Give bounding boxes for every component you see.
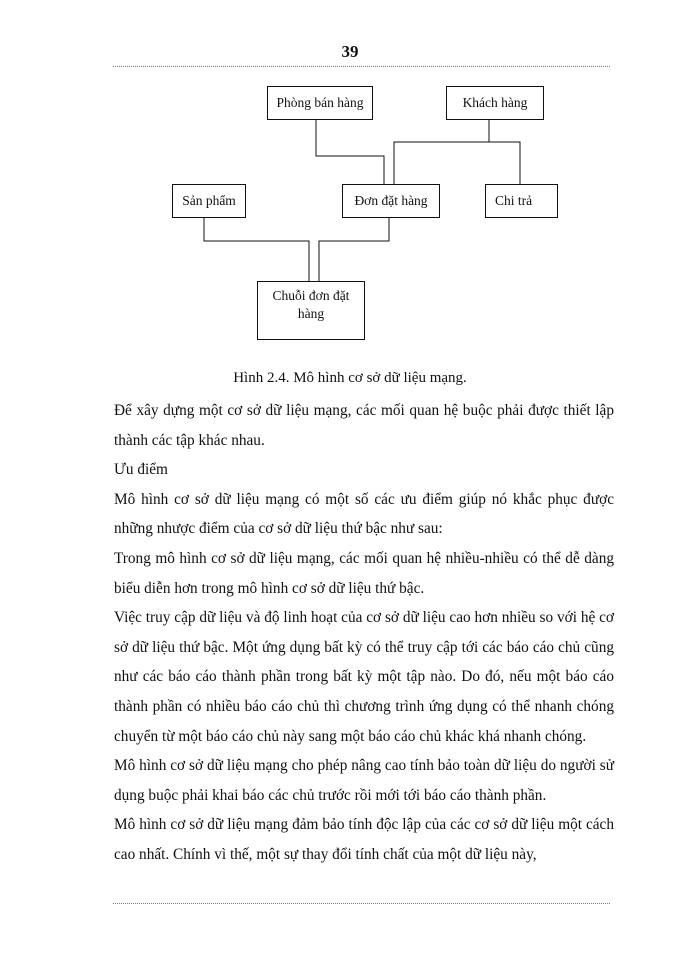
- paragraph: Mô hình cơ sở dữ liệu mạng đảm bảo tính độc lập của các cơ sở dữ liệu một cách cao nhất. Chính vì thế, một sự thay đổi tính chất của một dữ liệu này,: [114, 816, 614, 863]
- connector-don-dat-hang: [319, 217, 389, 283]
- paragraph: Việc truy cập dữ liệu và độ linh hoạt của cơ sở dữ liệu cao hơn nhiều so với hệ cơ sở dữ liệu thứ bậc. Một ứng dụng bất kỳ có thể truy cập tới các báo cáo chủ cũng như các báo cáo thành phần trong bất kỳ một tập nào. Do đó, nếu một báo cáo thành phần có nhiều báo cáo chủ thì chương trình ứng dụng có thể nhanh chóng chuyển từ một báo cáo chủ này sang một báo cáo chủ khác khá nhanh chóng.: [114, 609, 614, 745]
- connector-phong-ban-hang: [316, 119, 384, 186]
- paragraph: Trong mô hình cơ sở dữ liệu mạng, các mối quan hệ nhiều-nhiều có thể dễ dàng biểu diễn hơn trong mô hình cơ sở dữ liệu thứ bậc.: [114, 549, 614, 597]
- section-heading: Ưu điểm: [114, 461, 168, 479]
- paragraph: Mô hình cơ sở dữ liệu mạng có một số các ưu điểm giúp nó khắc phục được những nhược điểm của cơ sở dữ liệu thứ bậc như sau:: [114, 490, 614, 538]
- paragraph: Để xây dựng một cơ sở dữ liệu mạng, các mối quan hệ buộc phải được thiết lập thành các tập khác nhau.: [114, 402, 614, 449]
- node-label: Đơn đặt hàng: [354, 192, 428, 208]
- connector-khach-hang-don: [394, 119, 489, 186]
- figure-caption: Hình 2.4. Mô hình cơ sở dữ liệu mạng.: [233, 370, 467, 386]
- node-label: Chi trả: [495, 192, 533, 208]
- connector-khach-hang-chi-tra: [489, 142, 520, 186]
- node-label: Phòng bán hàng: [276, 94, 364, 110]
- network-diagram: [0, 0, 700, 360]
- node-khach-hang: [446, 86, 544, 120]
- node-label: Khách hàng: [462, 94, 528, 110]
- node-don-dat-hang: [342, 184, 440, 218]
- node-chuoi-don-dat-hang: [257, 281, 365, 340]
- footer-rule: [113, 903, 610, 904]
- body-text: [114, 396, 614, 870]
- node-label: Sản phẩm: [182, 192, 236, 208]
- page-number: 39: [341, 42, 359, 61]
- node-phong-ban-hang: [267, 86, 373, 120]
- connector-san-pham: [204, 217, 309, 283]
- paragraph: Mô hình cơ sở dữ liệu mạng cho phép nâng cao tính bảo toàn dữ liệu do người sử dụng buộc phải khai báo các chủ trước rồi mới tới báo cáo thành phần.: [114, 757, 614, 804]
- node-label: Chuỗi đơn đặt hàng: [272, 288, 350, 322]
- node-san-pham: [172, 184, 246, 218]
- node-chi-tra: [485, 184, 558, 218]
